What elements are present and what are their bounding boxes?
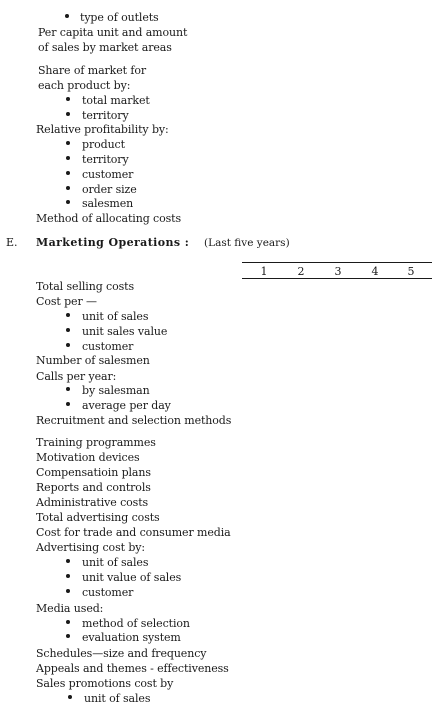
bullet-icon xyxy=(66,589,70,593)
list-item: customer xyxy=(82,340,134,353)
list-item: customer xyxy=(82,586,134,599)
list-item: by salesman xyxy=(82,384,150,397)
list-item: Per capita unit and amount xyxy=(38,26,188,39)
bullet-icon xyxy=(66,156,70,160)
list-item: Share of market for xyxy=(38,64,147,77)
list-item: product xyxy=(82,138,125,151)
section-subtitle: (Last five years) xyxy=(204,237,290,249)
bullet-icon xyxy=(68,695,72,699)
column-header: 3 xyxy=(334,265,342,278)
list-item: Reports and controls xyxy=(36,481,151,494)
list-item: evaluation system xyxy=(82,631,181,644)
table-rule-top xyxy=(242,262,432,263)
bullet-icon xyxy=(65,14,69,18)
table-rule-bottom xyxy=(242,278,432,279)
list-item: Training programmes xyxy=(36,436,156,449)
list-item: Cost for trade and consumer media xyxy=(36,526,231,539)
list-item: Relative profitability by: xyxy=(36,123,169,136)
list-item: unit of sales xyxy=(82,310,149,323)
list-item: Total selling costs xyxy=(36,280,135,293)
bullet-icon xyxy=(66,620,70,624)
list-item: each product by: xyxy=(38,79,131,92)
bullet-icon xyxy=(66,634,70,638)
column-header: 1 xyxy=(260,265,268,278)
bullet-icon xyxy=(66,402,70,406)
bullet-icon xyxy=(66,97,70,101)
list-item: order size xyxy=(82,183,137,196)
list-item: salesmen xyxy=(82,197,134,210)
bullet-icon xyxy=(66,171,70,175)
list-item: unit value of sales xyxy=(82,571,182,584)
list-item: Administrative costs xyxy=(36,496,149,509)
list-item: method of selection xyxy=(82,617,190,630)
list-item: Cost per — xyxy=(36,295,97,308)
bullet-icon xyxy=(66,343,70,347)
bullet-icon xyxy=(66,559,70,563)
section-letter: E. xyxy=(6,236,18,249)
list-item: Method of allocating costs xyxy=(36,212,182,225)
bullet-icon xyxy=(66,200,70,204)
list-item: Total advertising costs xyxy=(36,511,160,524)
list-item: customer xyxy=(82,168,134,181)
column-header: 2 xyxy=(297,265,305,278)
bullet-icon xyxy=(66,574,70,578)
list-item: Media used: xyxy=(36,602,104,615)
list-item: territory xyxy=(82,109,129,122)
list-item: total market xyxy=(82,94,150,107)
list-item: territory xyxy=(82,153,129,166)
list-item: of sales by market areas xyxy=(38,41,172,54)
list-item: Appeals and themes - effectiveness xyxy=(36,662,229,675)
section-title: Marketing Operations : xyxy=(36,236,190,249)
list-item: Motivation devices xyxy=(36,451,140,464)
list-item: average per day xyxy=(82,399,171,412)
list-item: Number of salesmen xyxy=(36,354,150,367)
list-item: Calls per year: xyxy=(36,370,117,383)
list-item: unit of sales xyxy=(82,556,149,569)
list-item: Advertising cost by: xyxy=(36,541,145,554)
list-item: Compensatioin plans xyxy=(36,466,151,479)
list-item: Sales promotions cost by xyxy=(36,677,174,690)
column-header: 5 xyxy=(407,265,415,278)
bullet-icon xyxy=(66,387,70,391)
bullet-icon xyxy=(66,141,70,145)
bullet-icon xyxy=(66,328,70,332)
list-item: unit of sales xyxy=(84,692,151,705)
list-item: Schedules—size and frequency xyxy=(36,647,207,660)
bullet-icon xyxy=(66,112,70,116)
bullet-icon xyxy=(66,313,70,317)
column-header: 4 xyxy=(371,265,379,278)
list-item: Recruitment and selection methods xyxy=(36,414,232,427)
bullet-icon xyxy=(66,186,70,190)
list-item: type of outlets xyxy=(80,11,159,24)
list-item: unit sales value xyxy=(82,325,168,338)
